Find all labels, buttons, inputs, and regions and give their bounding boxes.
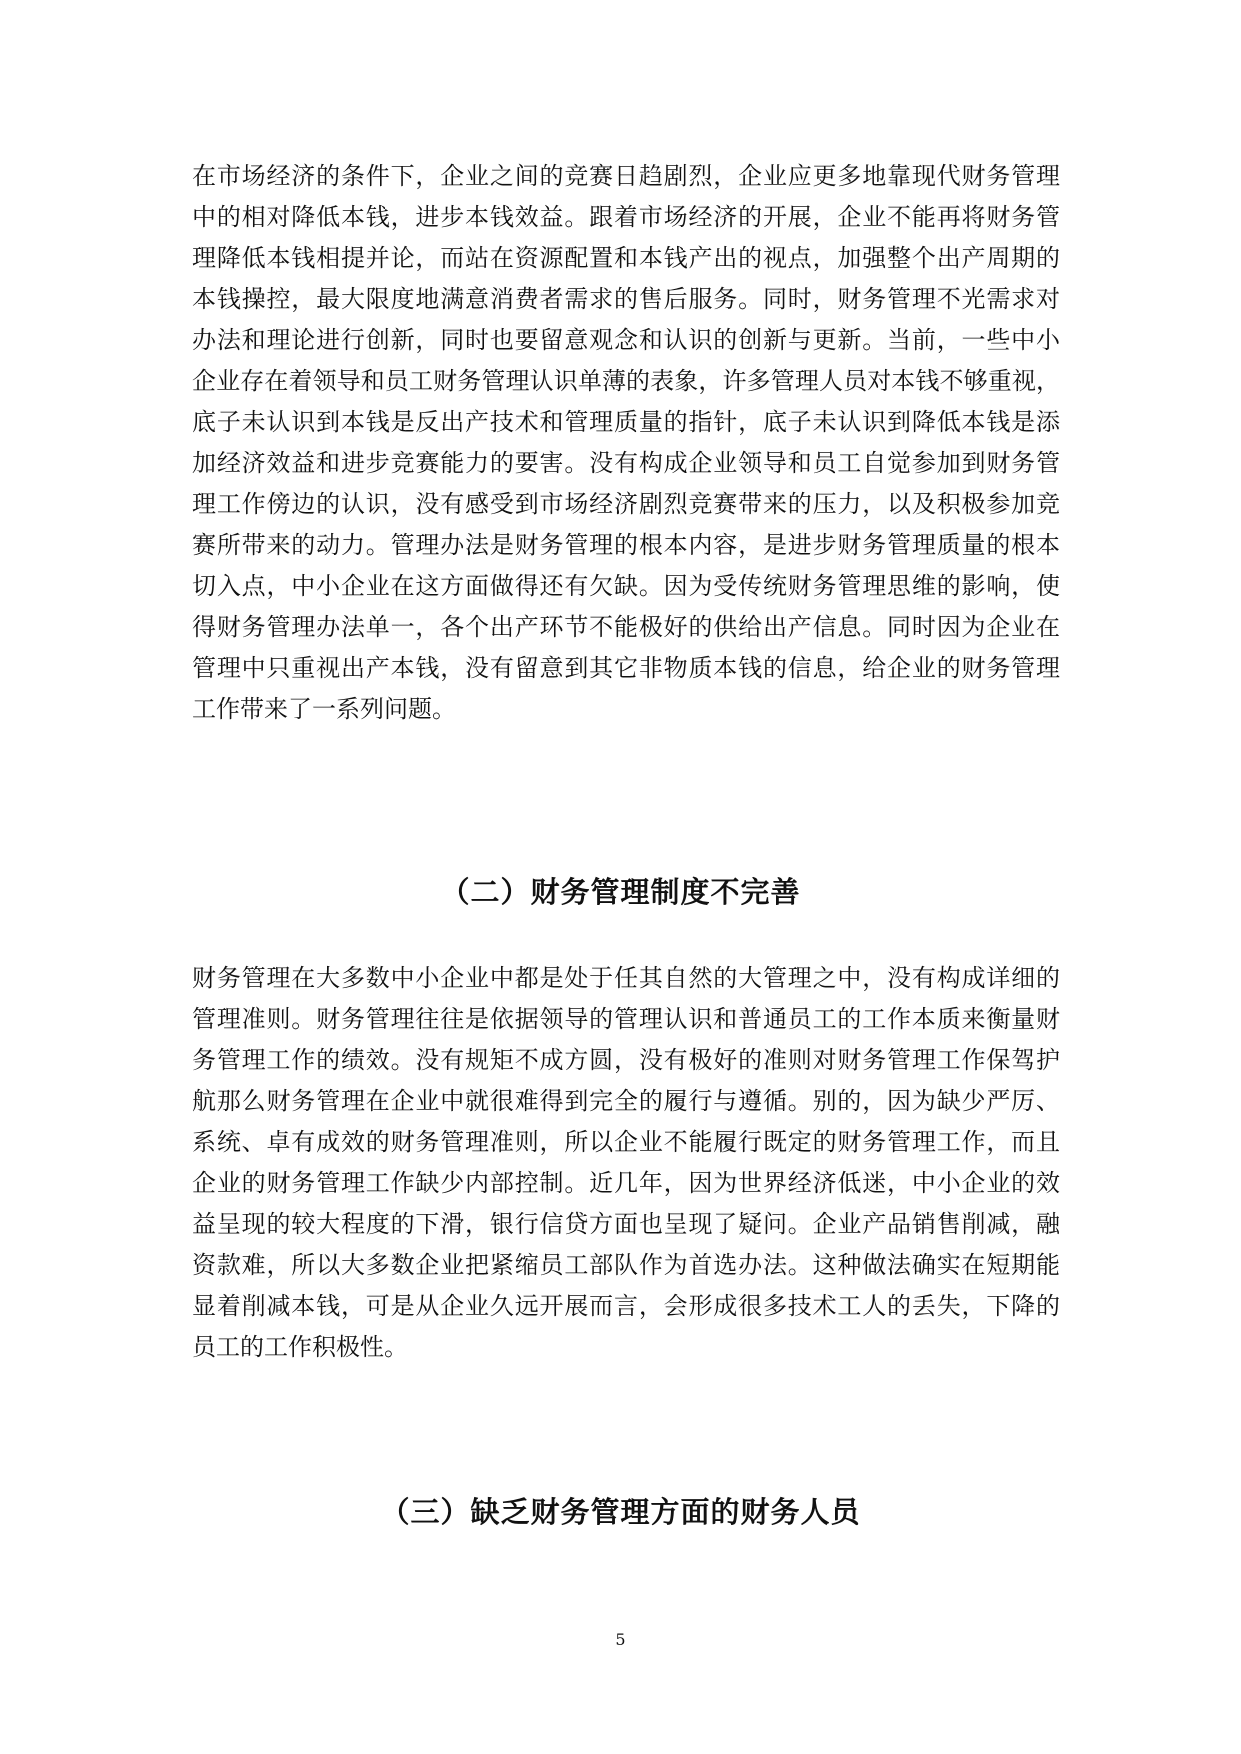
paragraph-line: 切入点，中小企业在这方面做得还有欠缺。因为受传统财务管理思维的影响，使 — [192, 572, 1060, 600]
paragraph-cost-management — [192, 156, 1060, 730]
section-heading-3: （三）缺乏财务管理方面的财务人员 — [380, 1495, 861, 1529]
paragraph-line: 工作带来了一系列问题。 — [192, 695, 456, 723]
paragraph-line: 企业的财务管理工作缺少内部控制。近几年，因为世界经济低迷，中小企业的效 — [192, 1169, 1060, 1197]
paragraph-line: 赛所带来的动力。管理办法是财务管理的根本内容，是进步财务管理质量的根本 — [192, 531, 1060, 559]
section-heading-2: （二）财务管理制度不完善 — [440, 875, 801, 909]
paragraph-line: 在市场经济的条件下，企业之间的竞赛日趋剧烈，企业应更多地靠现代财务管理 — [192, 162, 1060, 190]
paragraph-line: 管理准则。财务管理往往是依据领导的管理认识和普通员工的工作本质来衡量财 — [192, 1005, 1060, 1033]
paragraph-line: 显着削减本钱，可是从企业久远开展而言，会形成很多技术工人的丢失，下降的 — [192, 1292, 1060, 1320]
paragraph-line: 理工作傍边的认识，没有感受到市场经济剧烈竞赛带来的压力，以及积极参加竞 — [192, 490, 1060, 518]
paragraph-line: 务管理工作的绩效。没有规矩不成方圆，没有极好的准则对财务管理工作保驾护 — [192, 1046, 1060, 1074]
paragraph-line: 本钱操控，最大限度地满意消费者需求的售后服务。同时，财务管理不光需求对 — [192, 285, 1060, 313]
paragraph-line: 理降低本钱相提并论，而站在资源配置和本钱产出的视点，加强整个出产周期的 — [192, 244, 1060, 272]
paragraph-line: 中的相对降低本钱，进步本钱效益。跟着市场经济的开展，企业不能再将财务管 — [192, 203, 1060, 231]
paragraph-line: 财务管理在大多数中小企业中都是处于任其自然的大管理之中，没有构成详细的 — [192, 964, 1060, 992]
paragraph-line: 系统、卓有成效的财务管理准则，所以企业不能履行既定的财务管理工作，而且 — [192, 1128, 1060, 1156]
paragraph-line: 员工的工作积极性。 — [192, 1333, 408, 1361]
page-number: 5 — [615, 1630, 626, 1649]
paragraph-line: 得财务管理办法单一，各个出产环节不能极好的供给出产信息。同时因为企业在 — [192, 613, 1060, 641]
paragraph-line: 管理中只重视出产本钱，没有留意到其它非物质本钱的信息，给企业的财务管理 — [192, 654, 1060, 682]
paragraph-management-system — [192, 958, 1060, 1368]
paragraph-line: 办法和理论进行创新，同时也要留意观念和认识的创新与更新。当前，一些中小 — [192, 326, 1060, 354]
paragraph-line: 底子未认识到本钱是反出产技术和管理质量的指针，底子未认识到降低本钱是添 — [192, 408, 1060, 436]
paragraph-line: 加经济效益和进步竞赛能力的要害。没有构成企业领导和员工自觉参加到财务管 — [192, 449, 1060, 477]
paragraph-line: 资款难，所以大多数企业把紧缩员工部队作为首选办法。这种做法确实在短期能 — [192, 1251, 1060, 1279]
paragraph-line: 企业存在着领导和员工财务管理认识单薄的表象，许多管理人员对本钱不够重视， — [192, 367, 1060, 395]
paragraph-line: 益呈现的较大程度的下滑，银行信贷方面也呈现了疑问。企业产品销售削减，融 — [192, 1210, 1060, 1238]
paragraph-line: 航那么财务管理在企业中就很难得到完全的履行与遵循。别的，因为缺少严厉、 — [192, 1087, 1060, 1115]
